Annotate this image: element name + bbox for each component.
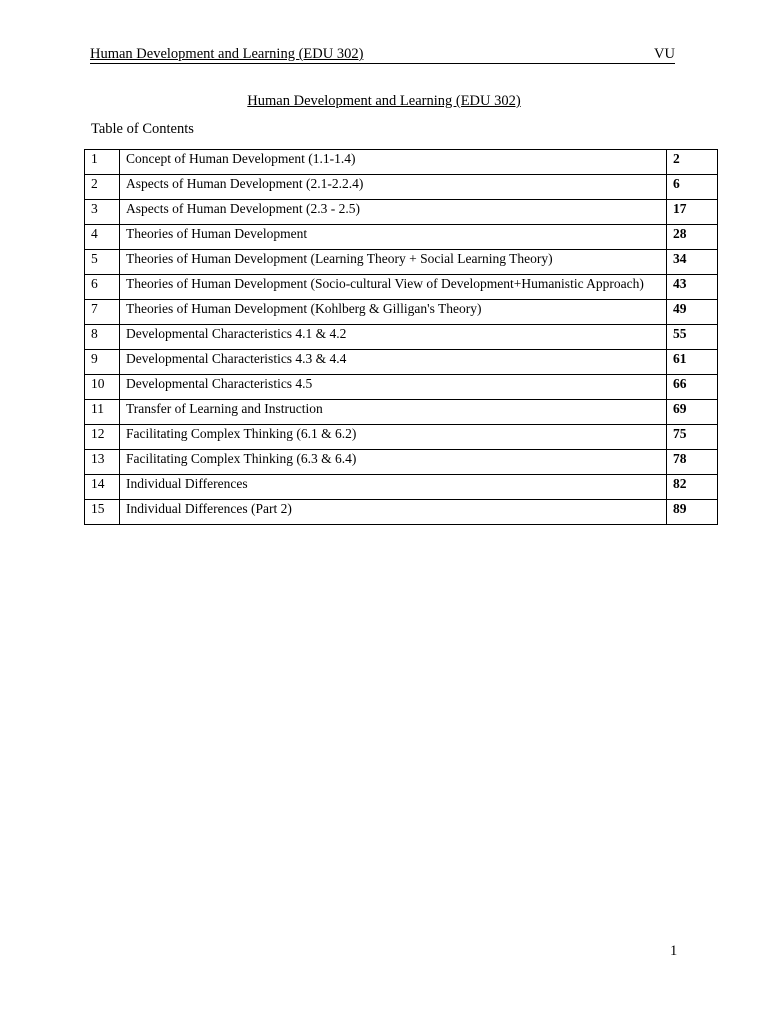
toc-row xyxy=(85,325,718,350)
toc-row-title: Facilitating Complex Thinking (6.1 & 6.2) xyxy=(120,425,667,450)
running-header xyxy=(90,46,675,64)
toc-row-page: 82 xyxy=(667,475,718,500)
toc-row-title: Developmental Characteristics 4.5 xyxy=(120,375,667,400)
toc-row-page: 89 xyxy=(667,500,718,525)
toc-row xyxy=(85,350,718,375)
toc-row-title: Developmental Characteristics 4.3 & 4.4 xyxy=(120,350,667,375)
toc-row-title: Theories of Human Development xyxy=(120,225,667,250)
toc-row-page: 66 xyxy=(667,375,718,400)
toc-row-page: 78 xyxy=(667,450,718,475)
toc-row-title: Aspects of Human Development (2.1-2.2.4) xyxy=(120,175,667,200)
toc-row xyxy=(85,225,718,250)
header-institution: VU xyxy=(654,46,675,62)
toc-row-title: Individual Differences xyxy=(120,475,667,500)
toc-row-number: 8 xyxy=(85,325,120,350)
toc-row xyxy=(85,400,718,425)
toc-row-number: 12 xyxy=(85,425,120,450)
toc-caption: Table of Contents xyxy=(91,121,194,137)
toc-row-title: Developmental Characteristics 4.1 & 4.2 xyxy=(120,325,667,350)
toc-row xyxy=(85,450,718,475)
toc-row-title: Facilitating Complex Thinking (6.3 & 6.4) xyxy=(120,450,667,475)
toc-row-page: 43 xyxy=(667,275,718,300)
toc-row xyxy=(85,375,718,400)
toc-row-title: Transfer of Learning and Instruction xyxy=(120,400,667,425)
toc-row xyxy=(85,425,718,450)
toc-row-page: 17 xyxy=(667,200,718,225)
toc-row-number: 7 xyxy=(85,300,120,325)
toc-row-number: 13 xyxy=(85,450,120,475)
toc-row-title: Theories of Human Development (Kohlberg & Gilligan's Theory) xyxy=(120,300,667,325)
toc-row-number: 3 xyxy=(85,200,120,225)
toc-row-number: 11 xyxy=(85,400,120,425)
toc-row xyxy=(85,250,718,275)
toc-row-page: 75 xyxy=(667,425,718,450)
toc-row-number: 2 xyxy=(85,175,120,200)
toc-row-title: Theories of Human Development (Socio-cultural View of Development+Humanistic Approach) xyxy=(120,275,667,300)
toc-row-title: Individual Differences (Part 2) xyxy=(120,500,667,525)
table-of-contents xyxy=(84,149,718,525)
toc-row-page: 69 xyxy=(667,400,718,425)
toc-row-number: 10 xyxy=(85,375,120,400)
toc-row-page: 34 xyxy=(667,250,718,275)
toc-row-page: 61 xyxy=(667,350,718,375)
toc-row xyxy=(85,175,718,200)
toc-row-number: 9 xyxy=(85,350,120,375)
toc-row-number: 1 xyxy=(85,150,120,175)
toc-row-number: 6 xyxy=(85,275,120,300)
toc-row xyxy=(85,200,718,225)
toc-row-number: 14 xyxy=(85,475,120,500)
toc-row-number: 5 xyxy=(85,250,120,275)
toc-row-title: Theories of Human Development (Learning Theory + Social Learning Theory) xyxy=(120,250,667,275)
page-number: 1 xyxy=(670,943,678,959)
toc-row-page: 55 xyxy=(667,325,718,350)
toc-row-page: 28 xyxy=(667,225,718,250)
toc-row-page: 2 xyxy=(667,150,718,175)
toc-row-title: Concept of Human Development (1.1-1.4) xyxy=(120,150,667,175)
toc-row-page: 6 xyxy=(667,175,718,200)
toc-row xyxy=(85,500,718,525)
toc-row xyxy=(85,275,718,300)
toc-row-number: 4 xyxy=(85,225,120,250)
document-title: Human Development and Learning (EDU 302) xyxy=(247,93,521,109)
header-course-title: Human Development and Learning (EDU 302) xyxy=(90,46,364,62)
toc-row-number: 15 xyxy=(85,500,120,525)
toc-row-page: 49 xyxy=(667,300,718,325)
toc-body xyxy=(85,150,718,525)
toc-row xyxy=(85,300,718,325)
toc-row-title: Aspects of Human Development (2.3 - 2.5) xyxy=(120,200,667,225)
toc-row xyxy=(85,475,718,500)
toc-row xyxy=(85,150,718,175)
